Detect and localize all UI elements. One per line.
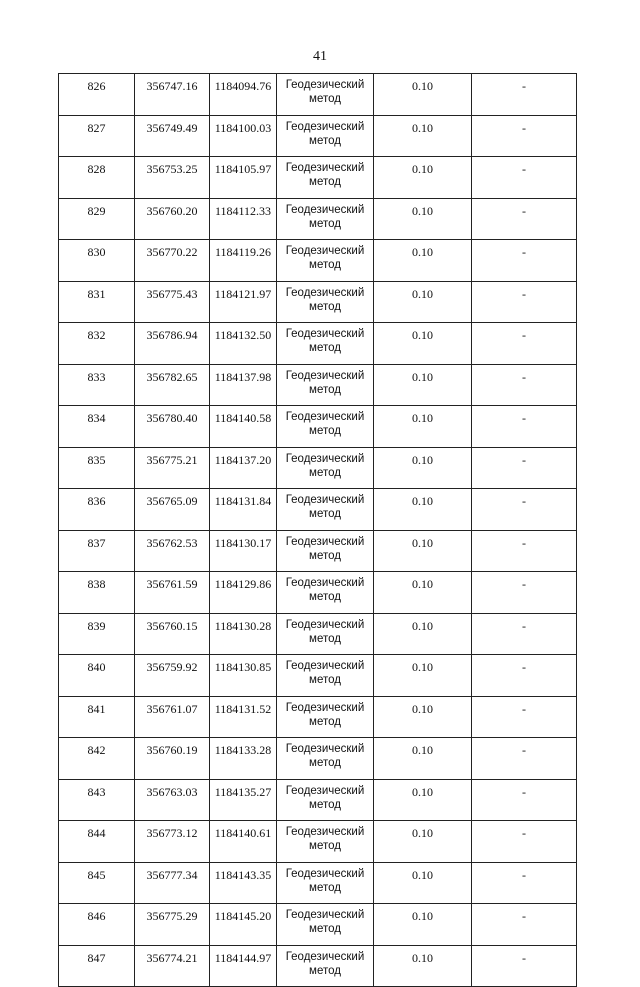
point-number-cell: 829 bbox=[59, 198, 135, 240]
method-line-1: Геодезический bbox=[285, 867, 365, 880]
method-cell bbox=[277, 779, 374, 821]
method-cell bbox=[277, 821, 374, 863]
table-row bbox=[59, 779, 577, 821]
method-line-1: Геодезический bbox=[285, 452, 365, 465]
method-cell bbox=[277, 74, 374, 116]
coordinate-y-cell: 1184133.28 bbox=[210, 738, 277, 780]
method-line-2: метод bbox=[309, 425, 341, 437]
method-cell bbox=[277, 364, 374, 406]
method-cell bbox=[277, 198, 374, 240]
method-line-1: Геодезический bbox=[285, 618, 365, 631]
table-row bbox=[59, 862, 577, 904]
coordinate-x-cell: 356782.65 bbox=[135, 364, 210, 406]
method-line-1: Геодезический bbox=[285, 79, 365, 91]
point-number-cell: 827 bbox=[59, 115, 135, 157]
table-row bbox=[59, 447, 577, 489]
description-cell: - bbox=[472, 530, 577, 572]
method-line-1: Геодезический bbox=[285, 784, 365, 797]
coordinate-y-cell: 1184112.33 bbox=[210, 198, 277, 240]
page-number: 41 bbox=[313, 49, 327, 64]
method-cell bbox=[277, 157, 374, 199]
coordinate-x-cell: 356762.53 bbox=[135, 530, 210, 572]
description-cell: - bbox=[472, 157, 577, 199]
description-cell: - bbox=[472, 572, 577, 614]
coordinate-y-cell: 1184143.35 bbox=[210, 862, 277, 904]
accuracy-cell: 0.10 bbox=[374, 945, 472, 987]
method-cell bbox=[277, 115, 374, 157]
method-cell bbox=[277, 530, 374, 572]
coordinate-x-cell: 356759.92 bbox=[135, 655, 210, 697]
table-row bbox=[59, 406, 577, 448]
method-cell bbox=[277, 904, 374, 946]
table-row bbox=[59, 738, 577, 780]
method-cell bbox=[277, 240, 374, 282]
method-line-1: Геодезический bbox=[285, 577, 365, 589]
method-line-2: метод bbox=[309, 342, 341, 354]
coordinate-x-cell: 356775.43 bbox=[135, 281, 210, 323]
accuracy-cell: 0.10 bbox=[374, 323, 472, 365]
description-cell: - bbox=[472, 821, 577, 863]
method-cell bbox=[277, 447, 374, 489]
description-cell: - bbox=[472, 779, 577, 821]
method-line-1: Геодезический bbox=[285, 162, 365, 174]
method-cell bbox=[277, 655, 374, 697]
point-number-cell: 835 bbox=[59, 447, 135, 489]
method-line-2: метод bbox=[309, 674, 341, 686]
method-line-2: метод bbox=[309, 259, 341, 271]
method-line-2: метод bbox=[309, 591, 341, 603]
method-line-2: метод bbox=[309, 508, 341, 520]
accuracy-cell: 0.10 bbox=[374, 572, 472, 614]
coordinate-y-cell: 1184094.76 bbox=[210, 74, 277, 116]
method-line-1: Геодезический bbox=[285, 203, 365, 216]
description-cell: - bbox=[472, 240, 577, 282]
method-cell bbox=[277, 862, 374, 904]
method-line-2: метод bbox=[309, 300, 341, 313]
description-cell: - bbox=[472, 696, 577, 738]
point-number-cell: 840 bbox=[59, 655, 135, 697]
point-number-cell: 834 bbox=[59, 406, 135, 448]
description-cell: - bbox=[472, 323, 577, 365]
method-cell bbox=[277, 572, 374, 614]
method-line-2: метод bbox=[309, 881, 341, 894]
accuracy-cell: 0.10 bbox=[374, 655, 472, 697]
method-line-2: метод bbox=[309, 383, 341, 396]
method-line-1: Геодезический bbox=[285, 411, 365, 423]
point-number-cell: 844 bbox=[59, 821, 135, 863]
coordinate-x-cell: 356761.07 bbox=[135, 696, 210, 738]
point-number-cell: 843 bbox=[59, 779, 135, 821]
coordinate-x-cell: 356780.40 bbox=[135, 406, 210, 448]
coordinate-y-cell: 1184140.58 bbox=[210, 406, 277, 448]
coordinate-x-cell: 356774.21 bbox=[135, 945, 210, 987]
method-cell bbox=[277, 489, 374, 531]
description-cell: - bbox=[472, 613, 577, 655]
method-line-1: Геодезический bbox=[285, 660, 365, 672]
coordinate-x-cell: 356775.21 bbox=[135, 447, 210, 489]
table-row bbox=[59, 613, 577, 655]
table-row bbox=[59, 74, 577, 116]
method-line-2: метод bbox=[309, 176, 341, 188]
table-row bbox=[59, 904, 577, 946]
accuracy-cell: 0.10 bbox=[374, 613, 472, 655]
point-number-cell: 842 bbox=[59, 738, 135, 780]
table-row bbox=[59, 655, 577, 697]
coordinate-x-cell: 356761.59 bbox=[135, 572, 210, 614]
point-number-cell: 841 bbox=[59, 696, 135, 738]
coordinate-y-cell: 1184129.86 bbox=[210, 572, 277, 614]
point-number-cell: 828 bbox=[59, 157, 135, 199]
coordinates-table-body bbox=[59, 74, 577, 987]
method-line-2: метод bbox=[309, 923, 341, 935]
description-cell: - bbox=[472, 945, 577, 987]
coordinate-y-cell: 1184100.03 bbox=[210, 115, 277, 157]
table-row bbox=[59, 323, 577, 365]
accuracy-cell: 0.10 bbox=[374, 240, 472, 282]
description-cell: - bbox=[472, 198, 577, 240]
coordinate-y-cell: 1184144.97 bbox=[210, 945, 277, 987]
description-cell: - bbox=[472, 406, 577, 448]
table-row bbox=[59, 530, 577, 572]
point-number-cell: 832 bbox=[59, 323, 135, 365]
coordinate-x-cell: 356753.25 bbox=[135, 157, 210, 199]
table-row bbox=[59, 489, 577, 531]
coordinate-x-cell: 356773.12 bbox=[135, 821, 210, 863]
description-cell: - bbox=[472, 447, 577, 489]
coordinate-y-cell: 1184131.84 bbox=[210, 489, 277, 531]
coordinate-x-cell: 356760.19 bbox=[135, 738, 210, 780]
method-cell bbox=[277, 406, 374, 448]
coordinate-x-cell: 356786.94 bbox=[135, 323, 210, 365]
description-cell: - bbox=[472, 862, 577, 904]
point-number-cell: 831 bbox=[59, 281, 135, 323]
table-row bbox=[59, 696, 577, 738]
coordinate-y-cell: 1184130.17 bbox=[210, 530, 277, 572]
description-cell: - bbox=[472, 655, 577, 697]
method-line-2: метод bbox=[309, 798, 341, 811]
table-row bbox=[59, 157, 577, 199]
method-cell bbox=[277, 738, 374, 780]
coordinate-x-cell: 356749.49 bbox=[135, 115, 210, 157]
accuracy-cell: 0.10 bbox=[374, 364, 472, 406]
method-line-2: метод bbox=[309, 632, 341, 645]
method-line-2: метод bbox=[309, 964, 341, 977]
coordinate-x-cell: 356763.03 bbox=[135, 779, 210, 821]
accuracy-cell: 0.10 bbox=[374, 904, 472, 946]
description-cell: - bbox=[472, 738, 577, 780]
description-cell: - bbox=[472, 364, 577, 406]
method-line-1: Геодезический bbox=[285, 909, 365, 921]
method-cell bbox=[277, 281, 374, 323]
coordinate-x-cell: 356775.29 bbox=[135, 904, 210, 946]
accuracy-cell: 0.10 bbox=[374, 74, 472, 116]
method-line-1: Геодезический bbox=[285, 826, 365, 838]
method-line-1: Геодезический bbox=[285, 286, 365, 299]
accuracy-cell: 0.10 bbox=[374, 821, 472, 863]
point-number-cell: 845 bbox=[59, 862, 135, 904]
description-cell: - bbox=[472, 74, 577, 116]
point-number-cell: 846 bbox=[59, 904, 135, 946]
coordinate-y-cell: 1184145.20 bbox=[210, 904, 277, 946]
method-line-1: Геодезический bbox=[285, 245, 365, 257]
coordinate-x-cell: 356770.22 bbox=[135, 240, 210, 282]
accuracy-cell: 0.10 bbox=[374, 157, 472, 199]
table-row bbox=[59, 364, 577, 406]
method-line-2: метод bbox=[309, 757, 341, 769]
coordinate-y-cell: 1184130.85 bbox=[210, 655, 277, 697]
accuracy-cell: 0.10 bbox=[374, 738, 472, 780]
method-line-1: Геодезический bbox=[285, 120, 365, 133]
table-row bbox=[59, 115, 577, 157]
accuracy-cell: 0.10 bbox=[374, 779, 472, 821]
point-number-cell: 830 bbox=[59, 240, 135, 282]
accuracy-cell: 0.10 bbox=[374, 862, 472, 904]
coordinate-y-cell: 1184130.28 bbox=[210, 613, 277, 655]
coordinate-y-cell: 1184140.61 bbox=[210, 821, 277, 863]
accuracy-cell: 0.10 bbox=[374, 447, 472, 489]
method-line-1: Геодезический bbox=[285, 701, 365, 714]
table-row bbox=[59, 198, 577, 240]
method-line-1: Геодезический bbox=[285, 328, 365, 340]
point-number-cell: 847 bbox=[59, 945, 135, 987]
point-number-cell: 836 bbox=[59, 489, 135, 531]
description-cell: - bbox=[472, 489, 577, 531]
method-cell bbox=[277, 613, 374, 655]
method-line-2: метод bbox=[309, 466, 341, 479]
method-line-2: метод bbox=[309, 549, 341, 562]
accuracy-cell: 0.10 bbox=[374, 406, 472, 448]
method-line-1: Геодезический bbox=[285, 950, 365, 963]
accuracy-cell: 0.10 bbox=[374, 115, 472, 157]
method-line-2: метод bbox=[309, 715, 341, 728]
point-number-cell: 838 bbox=[59, 572, 135, 614]
coordinate-y-cell: 1184131.52 bbox=[210, 696, 277, 738]
table-row bbox=[59, 240, 577, 282]
method-cell bbox=[277, 696, 374, 738]
description-cell: - bbox=[472, 904, 577, 946]
coordinate-y-cell: 1184137.20 bbox=[210, 447, 277, 489]
method-line-1: Геодезический bbox=[285, 743, 365, 755]
coordinate-y-cell: 1184132.50 bbox=[210, 323, 277, 365]
method-line-2: метод bbox=[309, 134, 341, 147]
coordinate-x-cell: 356760.15 bbox=[135, 613, 210, 655]
method-line-2: метод bbox=[309, 217, 341, 230]
coordinates-table bbox=[58, 73, 577, 987]
accuracy-cell: 0.10 bbox=[374, 281, 472, 323]
coordinate-y-cell: 1184105.97 bbox=[210, 157, 277, 199]
coordinate-y-cell: 1184135.27 bbox=[210, 779, 277, 821]
description-cell: - bbox=[472, 115, 577, 157]
table-row bbox=[59, 281, 577, 323]
coordinate-x-cell: 356777.34 bbox=[135, 862, 210, 904]
accuracy-cell: 0.10 bbox=[374, 489, 472, 531]
point-number-cell: 826 bbox=[59, 74, 135, 116]
coordinate-y-cell: 1184121.97 bbox=[210, 281, 277, 323]
method-line-1: Геодезический bbox=[285, 369, 365, 382]
coordinate-x-cell: 356760.20 bbox=[135, 198, 210, 240]
accuracy-cell: 0.10 bbox=[374, 198, 472, 240]
method-cell bbox=[277, 945, 374, 987]
description-cell: - bbox=[472, 281, 577, 323]
method-line-2: метод bbox=[309, 840, 341, 852]
method-line-2: метод bbox=[309, 93, 341, 105]
method-line-1: Геодезический bbox=[285, 535, 365, 548]
coordinate-x-cell: 356747.16 bbox=[135, 74, 210, 116]
method-cell bbox=[277, 323, 374, 365]
table-row bbox=[59, 572, 577, 614]
accuracy-cell: 0.10 bbox=[374, 530, 472, 572]
coordinate-y-cell: 1184137.98 bbox=[210, 364, 277, 406]
table-row bbox=[59, 945, 577, 987]
point-number-cell: 839 bbox=[59, 613, 135, 655]
point-number-cell: 837 bbox=[59, 530, 135, 572]
table-row bbox=[59, 821, 577, 863]
accuracy-cell: 0.10 bbox=[374, 696, 472, 738]
point-number-cell: 833 bbox=[59, 364, 135, 406]
method-line-1: Геодезический bbox=[285, 494, 365, 506]
coordinate-x-cell: 356765.09 bbox=[135, 489, 210, 531]
coordinate-y-cell: 1184119.26 bbox=[210, 240, 277, 282]
